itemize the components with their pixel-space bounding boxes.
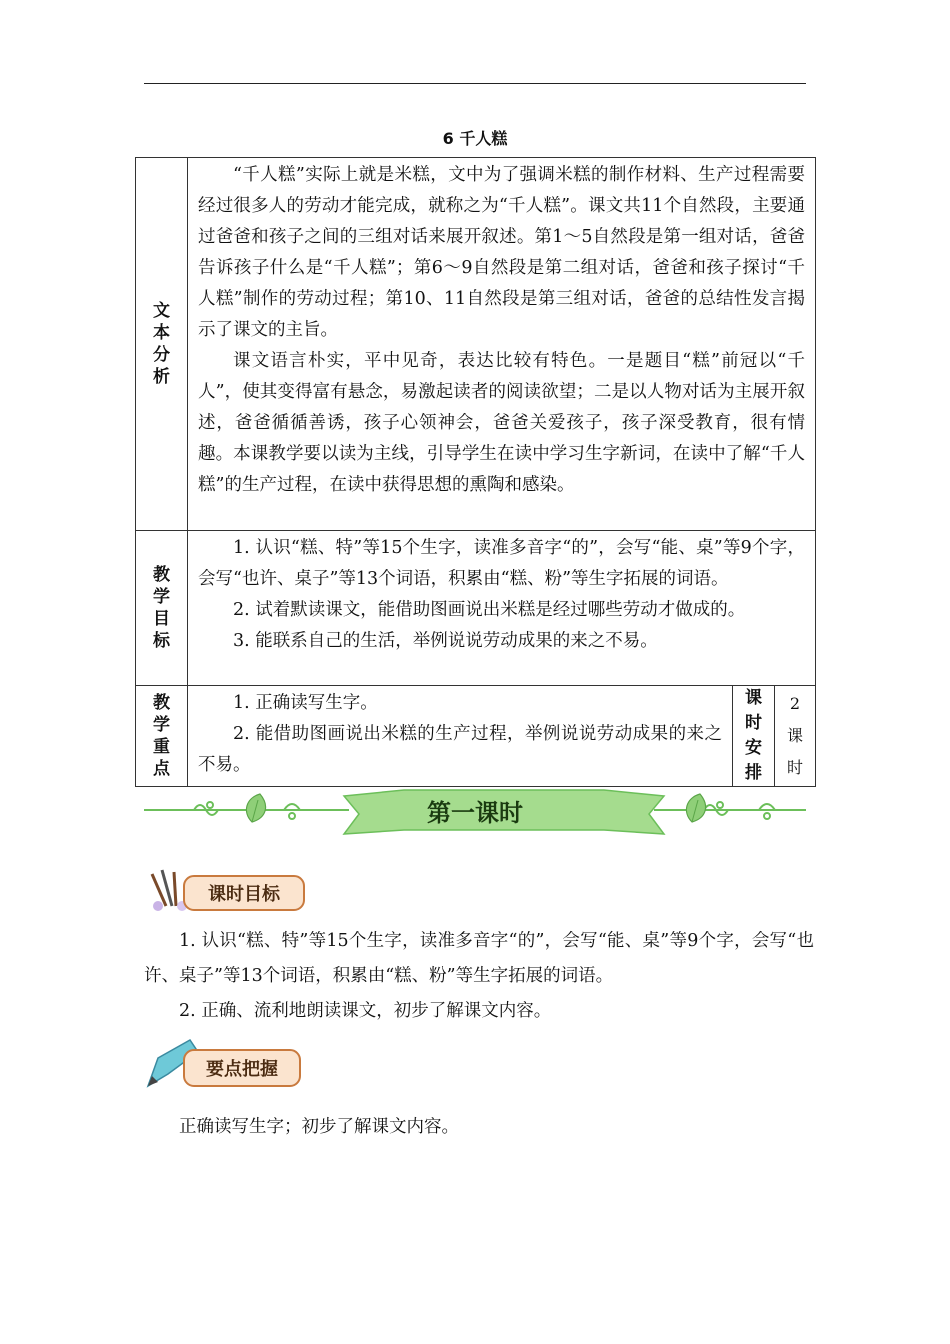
analysis-paragraph: “千人糕”实际上就是米糕，文中为了强调米糕的制作材料、生产过程需要经过很多人的劳动才能完成，就称之为“千人糕”。课文共11个自然段，主要通过爸爸和孩子之间的三组对话来展开叙述。第1～5自然段是第一组对话，爸爸告诉孩子什么是“千人糕”；第6～9自然段是第二组对话，爸爸和孩子探讨“千人糕”制作的劳动过程；第10、11自然段是第三组对话，爸爸的总结性发言揭示了课文的主旨。 xyxy=(198,165,805,340)
section-goals-paragraph: 1. 认识“糕、特”等15个生字，读准多音字“的”，会写“能、桌”等9个字，会写“也许、桌子”等13个词语，积累由“糕、粉”等生字拓展的词语。 xyxy=(144,931,814,986)
key-points-paragraph: 1. 正确读写生字。 xyxy=(233,693,378,713)
page-title: 6 千人糕 xyxy=(442,129,508,148)
key-points-heading-cell xyxy=(136,686,188,787)
analysis-heading-cell xyxy=(136,158,188,531)
section-key-paragraph: 正确读写生字；初步了解课文内容。 xyxy=(179,1117,459,1137)
key-points-content xyxy=(188,686,733,787)
key-points-row xyxy=(136,686,816,787)
header-rule xyxy=(144,83,806,84)
key-points-heading: 教学重点 xyxy=(153,693,170,779)
schedule-value: 2课时 xyxy=(786,694,803,777)
brushes-icon xyxy=(152,870,187,911)
goals-heading: 教学目标 xyxy=(153,565,170,651)
goals-paragraph: 3. 能联系自己的生活，举例说说劳动成果的来之不易。 xyxy=(233,631,658,651)
goals-paragraph: 1. 认识“糕、特”等15个生字，读准多音字“的”，会写“能、桌”等9个字，会写“也许、桌子”等13个词语，积累由“糕、粉”等生字拓展的词语。 xyxy=(198,538,805,589)
lesson-banner xyxy=(144,786,806,842)
analysis-row xyxy=(136,158,816,531)
schedule-value-cell xyxy=(775,686,816,787)
section-goals-label: 课时目标 xyxy=(208,884,280,905)
section-key-content xyxy=(144,1110,814,1145)
key-points-paragraph: 2. 能借助图画说出米糕的生产过程，举例说说劳动成果的来之不易。 xyxy=(198,724,722,775)
schedule-heading: 课时安排 xyxy=(745,688,762,783)
analysis-heading: 文本分析 xyxy=(153,301,170,387)
analysis-paragraph: 课文语言朴实，平中见奇，表达比较有特色。一是题目“糕”前冠以“千人”，使其变得富有悬念，易激起读者的阅读欲望；二是以人物对话为主展开叙述，爸爸循循善诱，孩子心领神会，爸爸关爱孩子，孩子深受教育，很有情趣。本课教学要以读为主线，引导学生在读中学习生字新词，在读中了解“千人糕”的生产过程，在读中获得思想的熏陶和感染。 xyxy=(198,351,805,495)
goals-heading-cell xyxy=(136,531,188,686)
section-key-tag xyxy=(144,1036,304,1092)
goals-content xyxy=(188,531,816,686)
lesson-plan-table xyxy=(135,157,816,787)
schedule-heading-cell xyxy=(733,686,775,787)
goals-row xyxy=(136,531,816,686)
section-goals-content xyxy=(144,924,814,1029)
banner-right-vine xyxy=(654,802,806,819)
analysis-content xyxy=(188,158,816,531)
section-key-label: 要点把握 xyxy=(206,1059,278,1080)
section-goals-tag xyxy=(144,866,309,916)
section-goals-paragraph: 2. 正确、流利地朗读课文，初步了解课文内容。 xyxy=(179,1001,552,1021)
banner-label: 第一课时 xyxy=(427,799,523,827)
goals-paragraph: 2. 试着默读课文，能借助图画说出米糕是经过哪些劳动才做成的。 xyxy=(233,600,746,620)
